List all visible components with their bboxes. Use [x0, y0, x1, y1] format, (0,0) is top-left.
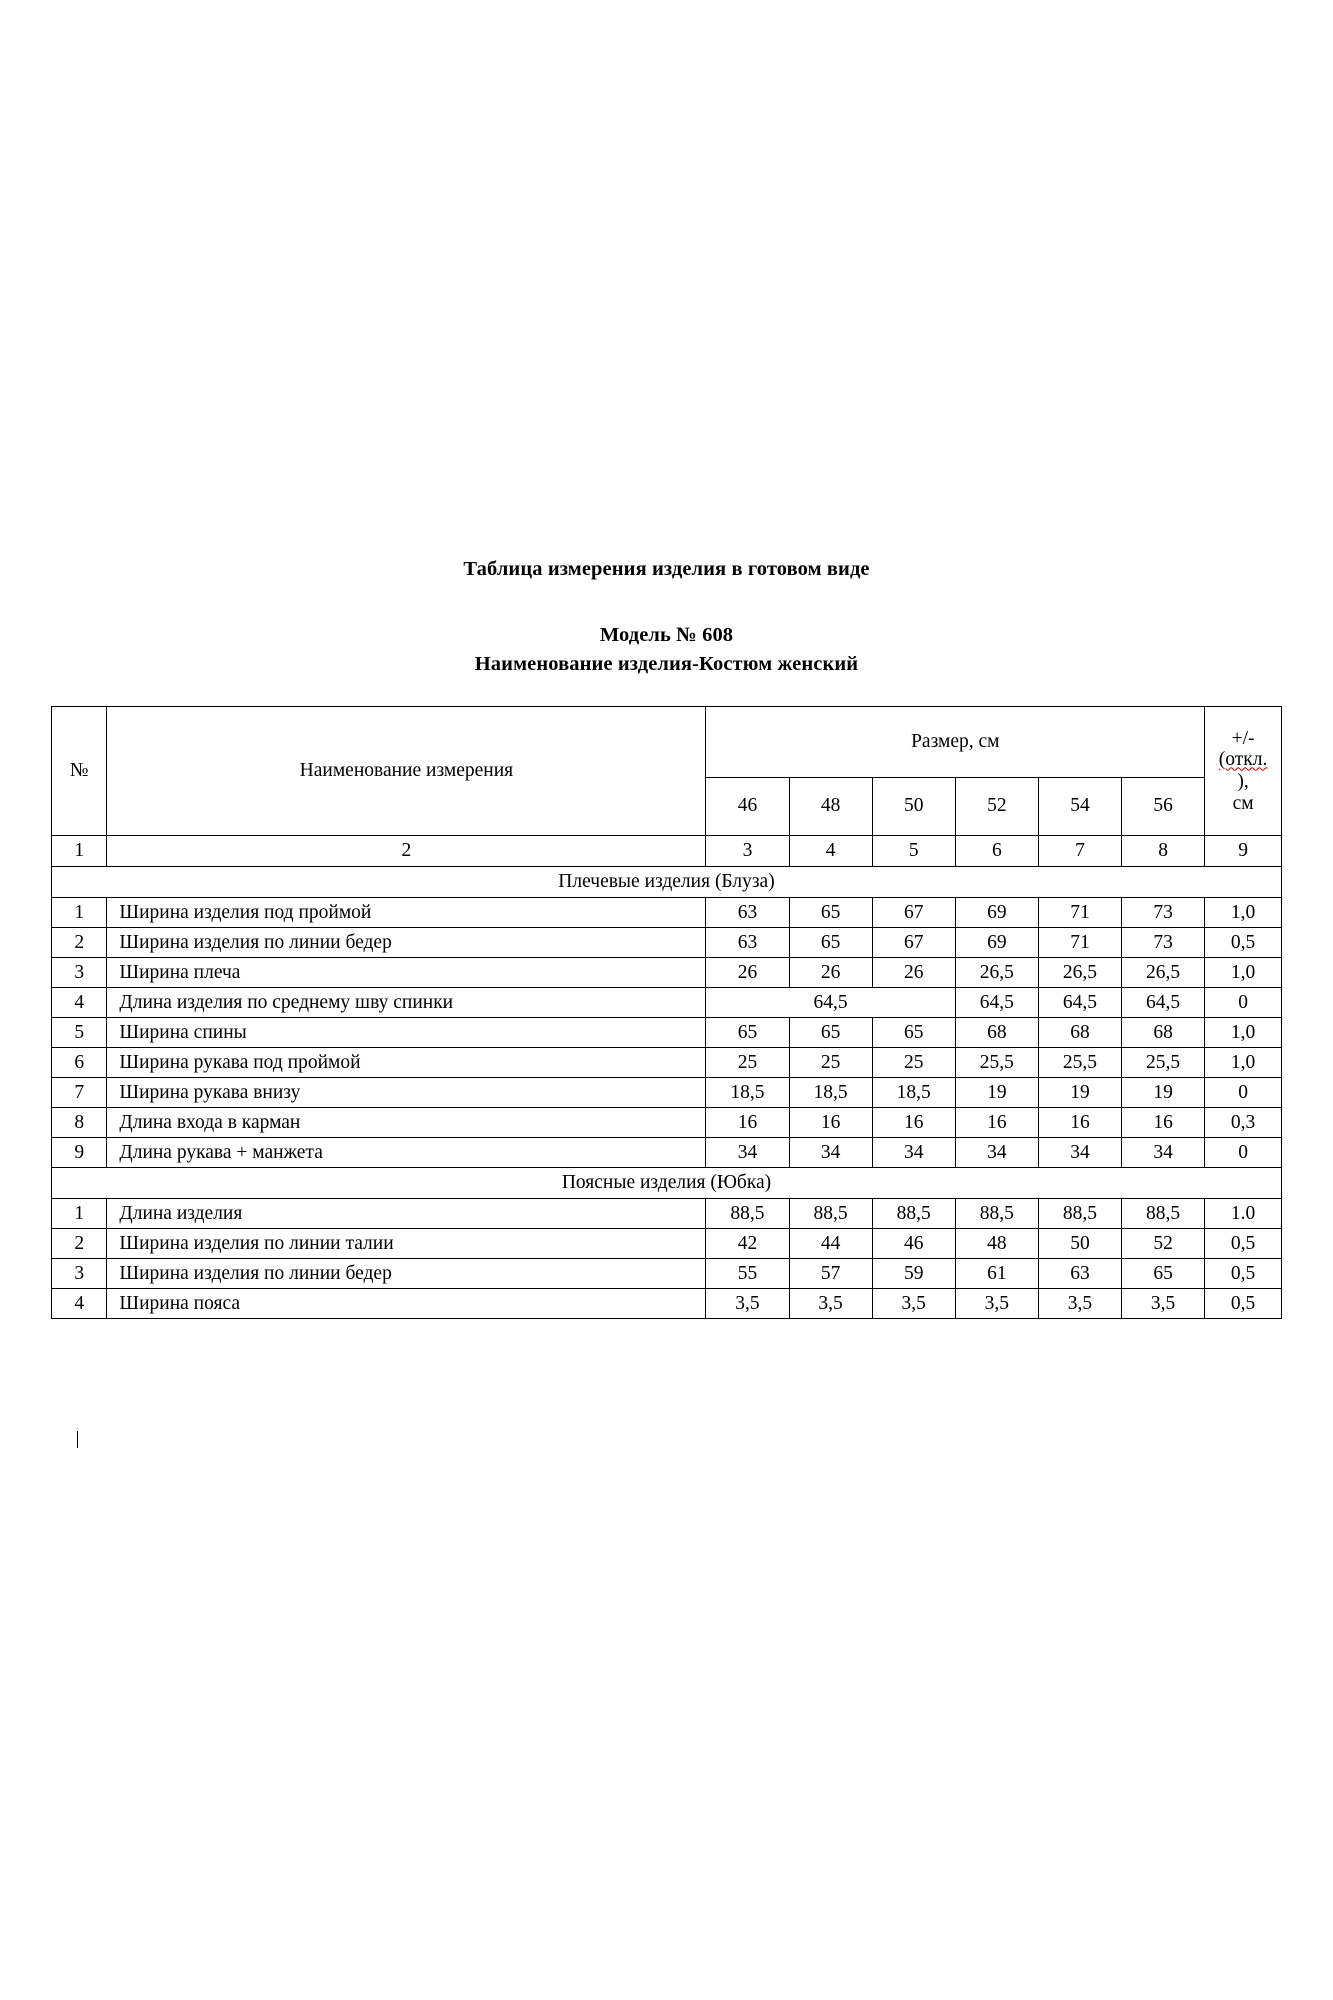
row-value-56: 26,5 [1122, 958, 1205, 988]
row-value-54: 50 [1038, 1229, 1121, 1259]
table-row [52, 1229, 1282, 1259]
row-label: Ширина пояса [107, 1289, 706, 1319]
table-row [52, 1078, 1282, 1108]
row-value-52: 3,5 [955, 1289, 1038, 1319]
row-value-merged-46-50: 64,5 [706, 988, 955, 1018]
row-value-54: 34 [1038, 1138, 1121, 1168]
row-num: 8 [52, 1108, 107, 1138]
row-num: 4 [52, 1289, 107, 1319]
row-value-48: 65 [789, 898, 872, 928]
row-deviation: 0,3 [1205, 1108, 1282, 1138]
row-value-46: 63 [706, 898, 789, 928]
colnum-4: 4 [789, 836, 872, 867]
row-value-54: 19 [1038, 1078, 1121, 1108]
row-value-54: 16 [1038, 1108, 1121, 1138]
colnum-8: 8 [1122, 836, 1205, 867]
measurement-table [51, 706, 1282, 1319]
colnum-6: 6 [955, 836, 1038, 867]
row-value-46: 34 [706, 1138, 789, 1168]
row-value-48: 57 [789, 1259, 872, 1289]
row-value-56: 19 [1122, 1078, 1205, 1108]
header-size-group: Размер, см [706, 707, 1205, 777]
row-value-54: 26,5 [1038, 958, 1121, 988]
row-deviation: 0 [1205, 1078, 1282, 1108]
row-value-50: 67 [872, 928, 955, 958]
row-label: Длина изделия [107, 1199, 706, 1229]
row-value-46: 3,5 [706, 1289, 789, 1319]
row-num: 2 [52, 928, 107, 958]
row-value-48: 18,5 [789, 1078, 872, 1108]
header-measurement-name: Наименование измерения [107, 707, 706, 836]
row-value-52: 88,5 [955, 1199, 1038, 1229]
row-value-52: 68 [955, 1018, 1038, 1048]
row-label: Ширина плеча [107, 958, 706, 988]
table-row [52, 1259, 1282, 1289]
row-value-56: 65 [1122, 1259, 1205, 1289]
row-value-48: 65 [789, 928, 872, 958]
row-value-54: 3,5 [1038, 1289, 1121, 1319]
row-value-50: 26 [872, 958, 955, 988]
row-value-52: 25,5 [955, 1048, 1038, 1078]
table-row [52, 958, 1282, 988]
row-label: Ширина рукава под проймой [107, 1048, 706, 1078]
product-name-line: Наименование изделия-Костюм женский [474, 653, 859, 676]
row-value-56: 25,5 [1122, 1048, 1205, 1078]
row-value-50: 18,5 [872, 1078, 955, 1108]
row-value-50: 88,5 [872, 1199, 955, 1229]
row-num: 3 [52, 1259, 107, 1289]
row-deviation: 0 [1205, 988, 1282, 1018]
header-size-50: 50 [872, 777, 955, 836]
table-row [52, 928, 1282, 958]
colnum-2: 2 [107, 836, 706, 867]
row-num: 1 [52, 1199, 107, 1229]
deviation-line-1: +/- [1231, 727, 1255, 749]
colnum-9: 9 [1205, 836, 1282, 867]
row-value-52: 19 [955, 1078, 1038, 1108]
row-value-46: 55 [706, 1259, 789, 1289]
row-value-50: 25 [872, 1048, 955, 1078]
row-value-52: 34 [955, 1138, 1038, 1168]
row-num: 7 [52, 1078, 107, 1108]
row-value-56: 3,5 [1122, 1289, 1205, 1319]
colnum-5: 5 [872, 836, 955, 867]
row-label: Ширина изделия по линии бедер [107, 1259, 706, 1289]
row-value-50: 16 [872, 1108, 955, 1138]
row-label: Длина изделия по среднему шву спинки [107, 988, 706, 1018]
text-caret [77, 1431, 78, 1448]
row-label: Ширина рукава внизу [107, 1078, 706, 1108]
row-deviation: 0,5 [1205, 1229, 1282, 1259]
deviation-line-2: (откл. [1218, 749, 1268, 771]
row-label: Ширина изделия по линии талии [107, 1229, 706, 1259]
row-deviation: 1.0 [1205, 1199, 1282, 1229]
row-value-52: 64,5 [955, 988, 1038, 1018]
section-caption: Плечевые изделия (Блуза) [52, 867, 1282, 898]
row-value-46: 42 [706, 1229, 789, 1259]
row-value-50: 3,5 [872, 1289, 955, 1319]
row-value-52: 26,5 [955, 958, 1038, 988]
row-num: 5 [52, 1018, 107, 1048]
section-header-skirt [52, 1168, 1282, 1199]
row-value-48: 44 [789, 1229, 872, 1259]
row-num: 3 [52, 958, 107, 988]
row-value-48: 88,5 [789, 1199, 872, 1229]
row-deviation: 1,0 [1205, 898, 1282, 928]
row-value-46: 88,5 [706, 1199, 789, 1229]
table-row [52, 1199, 1282, 1229]
header-size-52: 52 [955, 777, 1038, 836]
table-row [52, 1108, 1282, 1138]
row-deviation: 1,0 [1205, 1048, 1282, 1078]
document-body [0, 555, 1333, 1319]
table-header-row [52, 707, 1282, 777]
row-value-50: 34 [872, 1138, 955, 1168]
row-deviation: 0,5 [1205, 928, 1282, 958]
table-row [52, 1289, 1282, 1319]
row-value-54: 68 [1038, 1018, 1121, 1048]
header-size-48: 48 [789, 777, 872, 836]
row-value-46: 16 [706, 1108, 789, 1138]
row-deviation: 0 [1205, 1138, 1282, 1168]
row-value-56: 68 [1122, 1018, 1205, 1048]
row-value-56: 88,5 [1122, 1199, 1205, 1229]
row-value-48: 25 [789, 1048, 872, 1078]
row-label: Длина входа в карман [107, 1108, 706, 1138]
row-label: Ширина изделия под проймой [107, 898, 706, 928]
deviation-line-3: ), [1237, 771, 1249, 793]
table-row [52, 988, 1282, 1018]
row-value-48: 65 [789, 1018, 872, 1048]
row-label: Длина рукава + манжета [107, 1138, 706, 1168]
row-value-56: 52 [1122, 1229, 1205, 1259]
row-value-48: 16 [789, 1108, 872, 1138]
row-value-46: 63 [706, 928, 789, 958]
row-value-54: 64,5 [1038, 988, 1121, 1018]
header-size-56: 56 [1122, 777, 1205, 836]
row-value-46: 25 [706, 1048, 789, 1078]
row-label: Ширина изделия по линии бедер [107, 928, 706, 958]
row-value-48: 3,5 [789, 1289, 872, 1319]
row-value-56: 64,5 [1122, 988, 1205, 1018]
row-value-50: 46 [872, 1229, 955, 1259]
page-title: Таблица измерения изделия в готовом виде [463, 558, 870, 580]
row-value-56: 16 [1122, 1108, 1205, 1138]
row-value-50: 59 [872, 1259, 955, 1289]
table-spacer [0, 680, 1333, 706]
table-row [52, 1018, 1282, 1048]
row-num: 1 [52, 898, 107, 928]
row-num: 2 [52, 1229, 107, 1259]
row-value-52: 61 [955, 1259, 1038, 1289]
row-value-48: 26 [789, 958, 872, 988]
deviation-line-4: см [1232, 792, 1254, 814]
row-num: 9 [52, 1138, 107, 1168]
row-value-54: 71 [1038, 898, 1121, 928]
row-value-46: 26 [706, 958, 789, 988]
row-value-52: 69 [955, 898, 1038, 928]
section-header-blouse [52, 867, 1282, 898]
row-deviation: 0,5 [1205, 1289, 1282, 1319]
row-value-56: 73 [1122, 898, 1205, 928]
model-line: Модель № 608 [599, 623, 734, 646]
row-num: 6 [52, 1048, 107, 1078]
row-value-52: 48 [955, 1229, 1038, 1259]
row-value-54: 88,5 [1038, 1199, 1121, 1229]
row-num: 4 [52, 988, 107, 1018]
row-value-54: 25,5 [1038, 1048, 1121, 1078]
table-row [52, 1138, 1282, 1168]
row-value-52: 69 [955, 928, 1038, 958]
row-value-50: 65 [872, 1018, 955, 1048]
header-num: № [52, 707, 107, 836]
row-value-50: 67 [872, 898, 955, 928]
title-spacer [0, 585, 1333, 621]
row-deviation: 1,0 [1205, 958, 1282, 988]
table-row [52, 898, 1282, 928]
colnum-3: 3 [706, 836, 789, 867]
row-deviation: 0,5 [1205, 1259, 1282, 1289]
row-value-52: 16 [955, 1108, 1038, 1138]
row-value-54: 71 [1038, 928, 1121, 958]
row-value-46: 65 [706, 1018, 789, 1048]
title-block [0, 555, 1333, 680]
row-deviation: 1,0 [1205, 1018, 1282, 1048]
row-value-56: 73 [1122, 928, 1205, 958]
colnum-7: 7 [1038, 836, 1121, 867]
header-size-54: 54 [1038, 777, 1121, 836]
row-value-46: 18,5 [706, 1078, 789, 1108]
row-value-56: 34 [1122, 1138, 1205, 1168]
colnum-1: 1 [52, 836, 107, 867]
section-caption: Поясные изделия (Юбка) [52, 1168, 1282, 1199]
row-value-54: 63 [1038, 1259, 1121, 1289]
table-row [52, 1048, 1282, 1078]
row-value-48: 34 [789, 1138, 872, 1168]
table-column-number-row [52, 836, 1282, 867]
header-deviation [1205, 707, 1282, 836]
header-size-46: 46 [706, 777, 789, 836]
row-label: Ширина спины [107, 1018, 706, 1048]
